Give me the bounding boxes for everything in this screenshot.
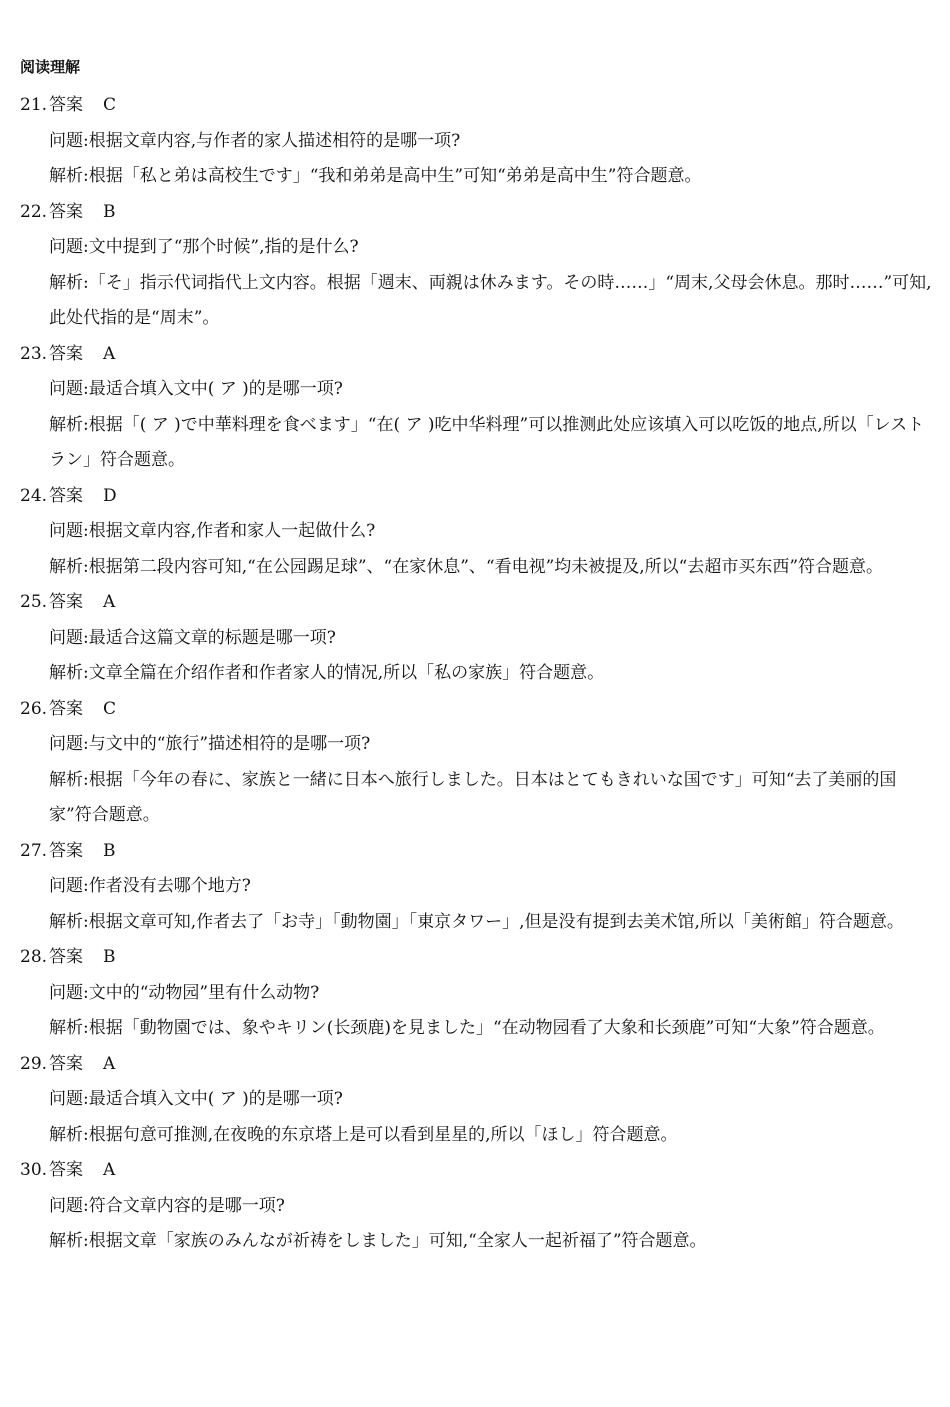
question-block	[20, 692, 932, 834]
answer-label: 答案	[49, 1053, 84, 1074]
answer-letter: A	[103, 1160, 116, 1180]
question-text: 问题:文中提到了“那个时候”,指的是什么?	[49, 237, 359, 257]
question-number: 22.	[20, 201, 48, 222]
answer-letter: B	[103, 201, 116, 222]
analysis-text: 解析:根据「私と弟は高校生です」“我和弟弟是高中生”可知“弟弟是高中生”符合题意。	[49, 166, 702, 186]
question-number: 30.	[20, 1160, 48, 1180]
answer-label: 答案	[49, 947, 84, 967]
question-list	[20, 88, 932, 1346]
question-block	[20, 1047, 932, 1154]
question-number: 29.	[20, 1053, 48, 1074]
question-block	[20, 585, 932, 692]
answer-label: 答案	[49, 592, 84, 612]
answer-label: 答案	[49, 343, 84, 364]
question-text: 问题:与文中的“旅行”描述相符的是哪一项?	[49, 734, 371, 754]
question-number: 26.	[20, 698, 48, 719]
question-text: 问题:作者没有去哪个地方?	[49, 876, 251, 896]
answer-line	[20, 940, 932, 976]
answer-line	[20, 337, 932, 373]
question-block	[20, 88, 932, 195]
answer-letter: C	[103, 698, 117, 719]
answer-label: 答案	[49, 95, 84, 115]
analysis-text: 解析:根据句意可推测,在夜晚的东京塔上是可以看到星星的,所以「ほし」符合题意。	[49, 1124, 678, 1145]
analysis-text: 解析:根据第二段内容可知,“在公园踢足球”、“在家休息”、“看电视”均未被提及,所以“去超市买东西”符合题意。	[49, 556, 884, 577]
analysis-text: 解析:根据文章「家族のみんなが祈祷をしました」可知,“全家人一起祈福了”符合题意。	[49, 1231, 707, 1251]
answer-letter: A	[103, 1053, 116, 1074]
analysis-text: 解析:根据「動物園では、象やキリン(长颈鹿)を見ました」“在动物园看了大象和长颈鹿”可知“大象”符合题意。	[49, 1018, 885, 1038]
section-title: 阅读理解	[20, 58, 81, 76]
answer-label: 答案	[49, 485, 84, 506]
answer-label: 答案	[49, 201, 84, 222]
answer-letter: A	[103, 343, 116, 364]
question-number: 25.	[20, 592, 48, 612]
question-block	[20, 195, 932, 337]
answer-label: 答案	[49, 698, 84, 719]
analysis-text: 解析:根据「今年の春に、家族と一緒に日本へ旅行しました。日本はとてもきれいな国です」可知“去了美丽的国家”符合题意。	[49, 769, 897, 825]
answer-line	[20, 479, 932, 515]
question-number: 24.	[20, 485, 48, 506]
answer-line	[20, 1047, 932, 1083]
question-number: 28.	[20, 947, 48, 967]
answer-letter: B	[103, 840, 116, 861]
question-number: 23.	[20, 343, 48, 364]
question-block	[20, 834, 932, 941]
answer-line	[20, 834, 932, 870]
question-block	[20, 479, 932, 586]
answer-line	[20, 88, 932, 124]
answer-label: 答案	[49, 1160, 84, 1180]
answer-label: 答案	[49, 840, 84, 861]
question-block	[20, 337, 932, 479]
answer-line	[20, 195, 932, 231]
answer-line	[20, 585, 932, 621]
question-number: 21.	[20, 95, 48, 115]
answer-letter: D	[103, 485, 117, 506]
analysis-text: 解析:「そ」指示代词指代上文内容。根据「週末、両親は休みます。その時……」“周末,父母会休息。那时……”可知,此处代指的是“周末”。	[49, 272, 932, 328]
answer-line	[20, 692, 932, 728]
answer-letter: C	[103, 95, 117, 115]
question-text: 问题:最适合填入文中( ア )的是哪一项?	[49, 379, 343, 399]
question-text: 问题:根据文章内容,作者和家人一起做什么?	[49, 521, 376, 541]
question-text: 问题:最适合填入文中( ア )的是哪一项?	[49, 1089, 343, 1109]
question-text: 问题:最适合这篇文章的标题是哪一项?	[49, 627, 336, 648]
question-number: 27.	[20, 840, 48, 861]
analysis-text: 解析:文章全篇在介绍作者和作者家人的情况,所以「私の家族」符合题意。	[49, 663, 605, 683]
question-text: 问题:文中的“动物园”里有什么动物?	[49, 982, 320, 1003]
analysis-text: 解析:根据「( ア )で中華料理を食べます」“在( ア )吃中华料理”可以推测此处应该填入可以吃饭的地点,所以「レストラン」符合题意。	[49, 414, 925, 470]
answer-letter: A	[103, 592, 116, 612]
question-text: 问题:根据文章内容,与作者的家人描述相符的是哪一项?	[49, 130, 461, 151]
question-block	[20, 1153, 932, 1260]
question-text: 问题:符合文章内容的是哪一项?	[49, 1195, 285, 1216]
analysis-text: 解析:根据文章可知,作者去了「お寺」「動物園」「東京タワー」,但是没有提到去美术馆,所以「美術館」符合题意。	[49, 911, 904, 932]
question-block	[20, 940, 932, 1047]
answer-letter: B	[103, 947, 116, 967]
answer-line	[20, 1153, 932, 1189]
